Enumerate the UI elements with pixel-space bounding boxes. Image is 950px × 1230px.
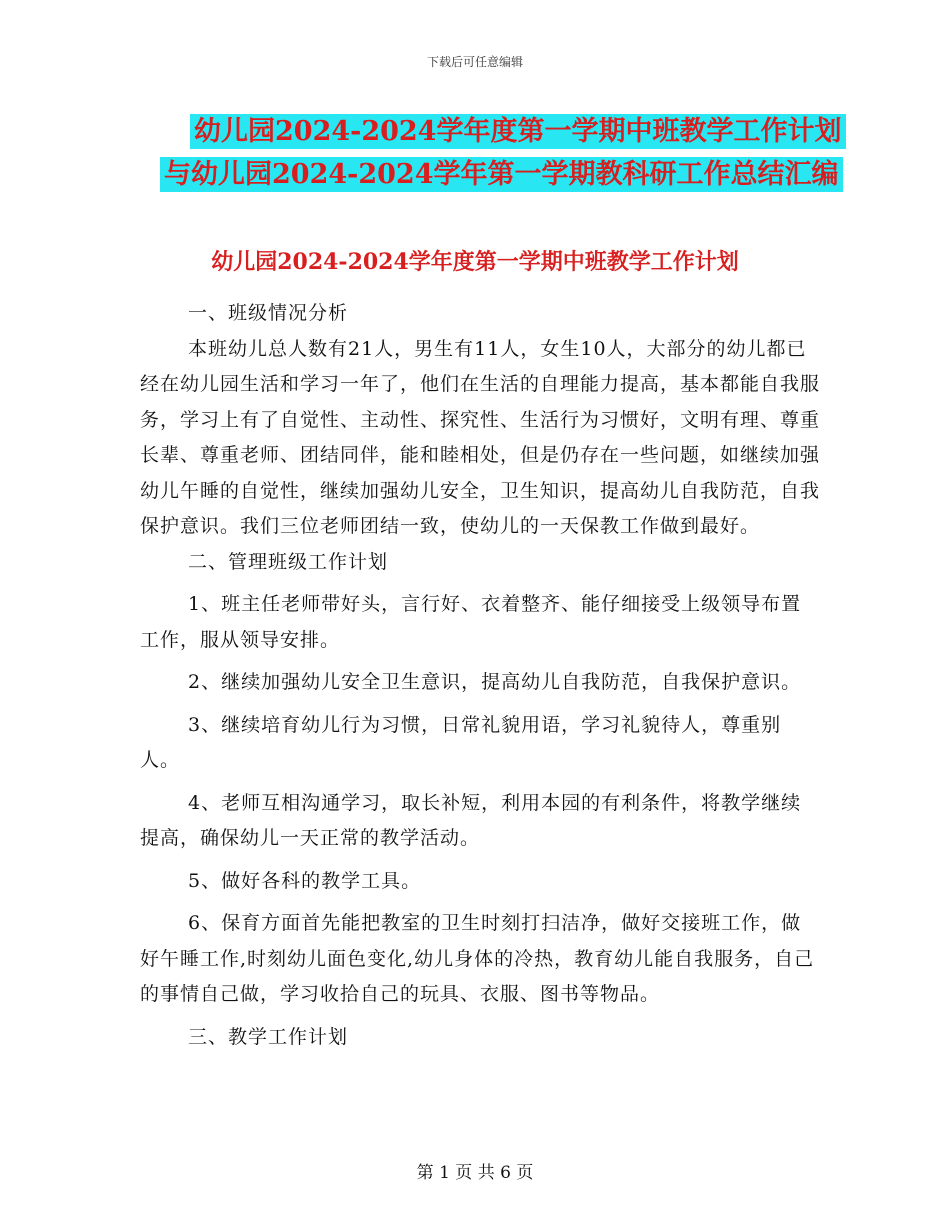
list-item-5: 5、做好各科的教学工具。 <box>188 869 422 892</box>
list-item-1: 1、班主任老师带好头，言行好、衣着整齐、能仔细接受上级领导布置工作，服从领导安排。 <box>140 593 802 651</box>
document-title-line-1 <box>190 113 910 151</box>
heading-class-management: 二、管理班级工作计划 <box>188 550 389 573</box>
title-highlight-1: 幼儿园2024-2024学年度第一学期中班教学工作计划 <box>190 114 846 149</box>
paragraph-class-analysis: 本班幼儿总人数有21人，男生有11人，女生10人，大部分的幼儿都已经在幼儿园生活和学习一年了，他们在生活的自理能力提高，基本都能自我服务，学习上有了自觉性、主动性、探究性、生活行为习惯好，文明有理、尊重长辈、尊重老师、团结同伴，能和睦相处，但是仍存在一些问题，如继续加强幼儿午睡的自觉性，继续加强幼儿安全，卫生知识，提高幼儿自我防范，自我保护意识。我们三位老师团结一致，使幼儿的一天保教工作做到最好。 <box>140 337 821 537</box>
page-footer: 第 1 页 共 6 页 <box>416 1163 534 1183</box>
list-item-3: 3、继续培育幼儿行为习惯，日常礼貌用语，学习礼貌待人，尊重别人。 <box>140 713 782 771</box>
list-item-4: 4、老师互相沟通学习，取长补短，利用本园的有利条件，将教学继续提高，确保幼儿一天正常的教学活动。 <box>140 791 802 849</box>
list-item-2: 2、继续加强幼儿安全卫生意识，提高幼儿自我防范，自我保护意识。 <box>188 671 802 693</box>
section-title: 幼儿园2024-2024学年度第一学期中班教学工作计划 <box>211 249 739 275</box>
document-body <box>140 296 820 1055</box>
list-item-6: 6、保育方面首先能把教室的卫生时刻打扫洁净，做好交接班工作，做好午睡工作,时刻幼儿面色变化,幼儿身体的冷热，教育幼儿能自我服务，自己的事情自己做，学习收拾自己的玩具、衣服、图书等物品。 <box>140 912 815 1005</box>
document-title-line-2 <box>160 156 880 194</box>
heading-class-analysis: 一、班级情况分析 <box>188 302 349 324</box>
title-highlight-2: 与幼儿园2024-2024学年第一学期教科研工作总结汇编 <box>160 157 843 192</box>
header-note: 下载后可任意编辑 <box>426 55 523 69</box>
heading-teaching-plan: 三、教学工作计划 <box>188 1025 349 1048</box>
